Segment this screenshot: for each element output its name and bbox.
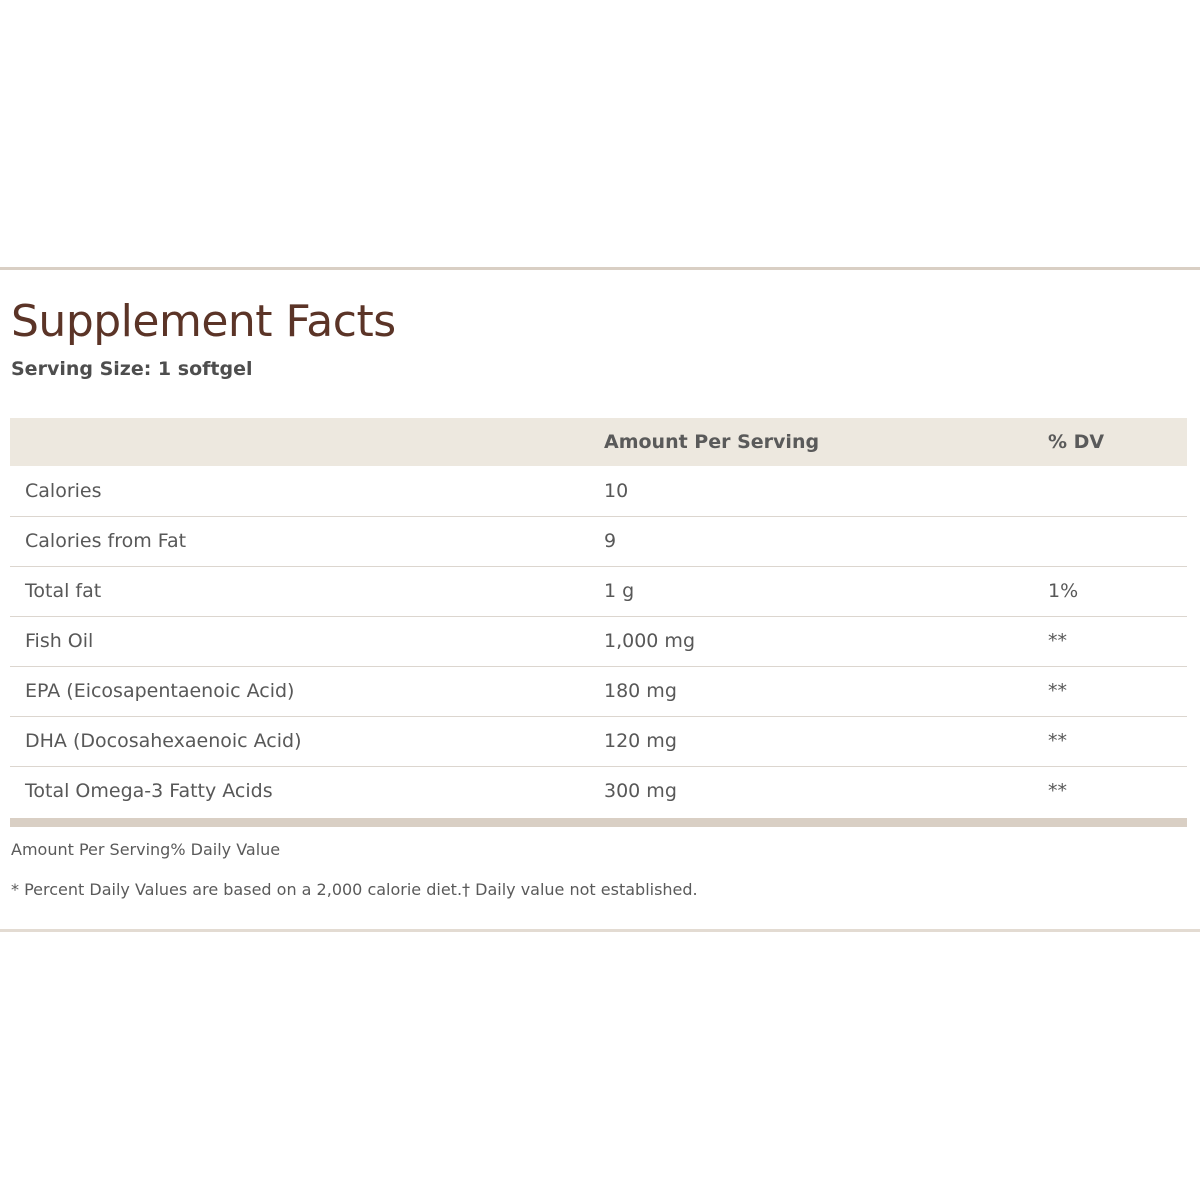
header-percent-dv: % DV bbox=[1048, 431, 1105, 453]
page-title: Supplement Facts bbox=[11, 296, 396, 347]
nutrient-name: EPA (Eicosapentaenoic Acid) bbox=[25, 680, 295, 702]
nutrient-name: Total Omega-3 Fatty Acids bbox=[25, 780, 273, 803]
nutrient-dv bbox=[1032, 516, 1187, 566]
nutrient-dv: ** bbox=[1048, 630, 1067, 652]
table-row bbox=[10, 516, 1187, 566]
nutrient-name: Fish Oil bbox=[25, 630, 94, 652]
nutrient-dv: ** bbox=[1048, 730, 1067, 752]
table-row bbox=[10, 766, 1187, 816]
table-header bbox=[10, 418, 1187, 466]
table-row bbox=[10, 616, 1187, 666]
nutrient-amount: 300 mg bbox=[604, 780, 677, 803]
nutrient-dv: ** bbox=[1048, 680, 1067, 702]
nutrient-amount: 1,000 mg bbox=[604, 630, 696, 652]
nutrient-amount: 120 mg bbox=[604, 730, 677, 752]
serving-size: Serving Size: 1 softgel bbox=[11, 358, 253, 380]
table-row bbox=[10, 566, 1187, 616]
nutrient-dv: ** bbox=[1048, 780, 1067, 803]
nutrient-amount: 9 bbox=[604, 530, 617, 552]
nutrient-dv: 1% bbox=[1048, 580, 1079, 602]
table-bottom-divider bbox=[10, 818, 1187, 827]
nutrient-name: Calories bbox=[25, 479, 102, 502]
nutrient-dv bbox=[1032, 466, 1187, 516]
nutrient-name: Calories from Fat bbox=[25, 530, 187, 552]
table-body bbox=[10, 466, 1187, 816]
table-row bbox=[10, 666, 1187, 716]
header-nutrient bbox=[10, 418, 589, 466]
footnote-amount-dv: Amount Per Serving% Daily Value bbox=[11, 840, 281, 859]
supplement-facts-table bbox=[10, 418, 1187, 816]
nutrient-amount: 180 mg bbox=[604, 680, 677, 702]
nutrient-amount: 10 bbox=[604, 479, 629, 502]
table-row bbox=[10, 716, 1187, 766]
nutrient-amount: 1 g bbox=[604, 580, 635, 602]
header-amount-per-serving: Amount Per Serving bbox=[604, 431, 820, 453]
footnote-daily-values: * Percent Daily Values are based on a 2,000 calorie diet.† Daily value not established. bbox=[11, 880, 698, 899]
supplement-facts-panel bbox=[0, 267, 1200, 932]
table-row bbox=[10, 466, 1187, 516]
nutrient-name: DHA (Docosahexaenoic Acid) bbox=[25, 730, 302, 752]
table-header-row bbox=[10, 418, 1187, 466]
nutrient-name: Total fat bbox=[25, 580, 102, 602]
